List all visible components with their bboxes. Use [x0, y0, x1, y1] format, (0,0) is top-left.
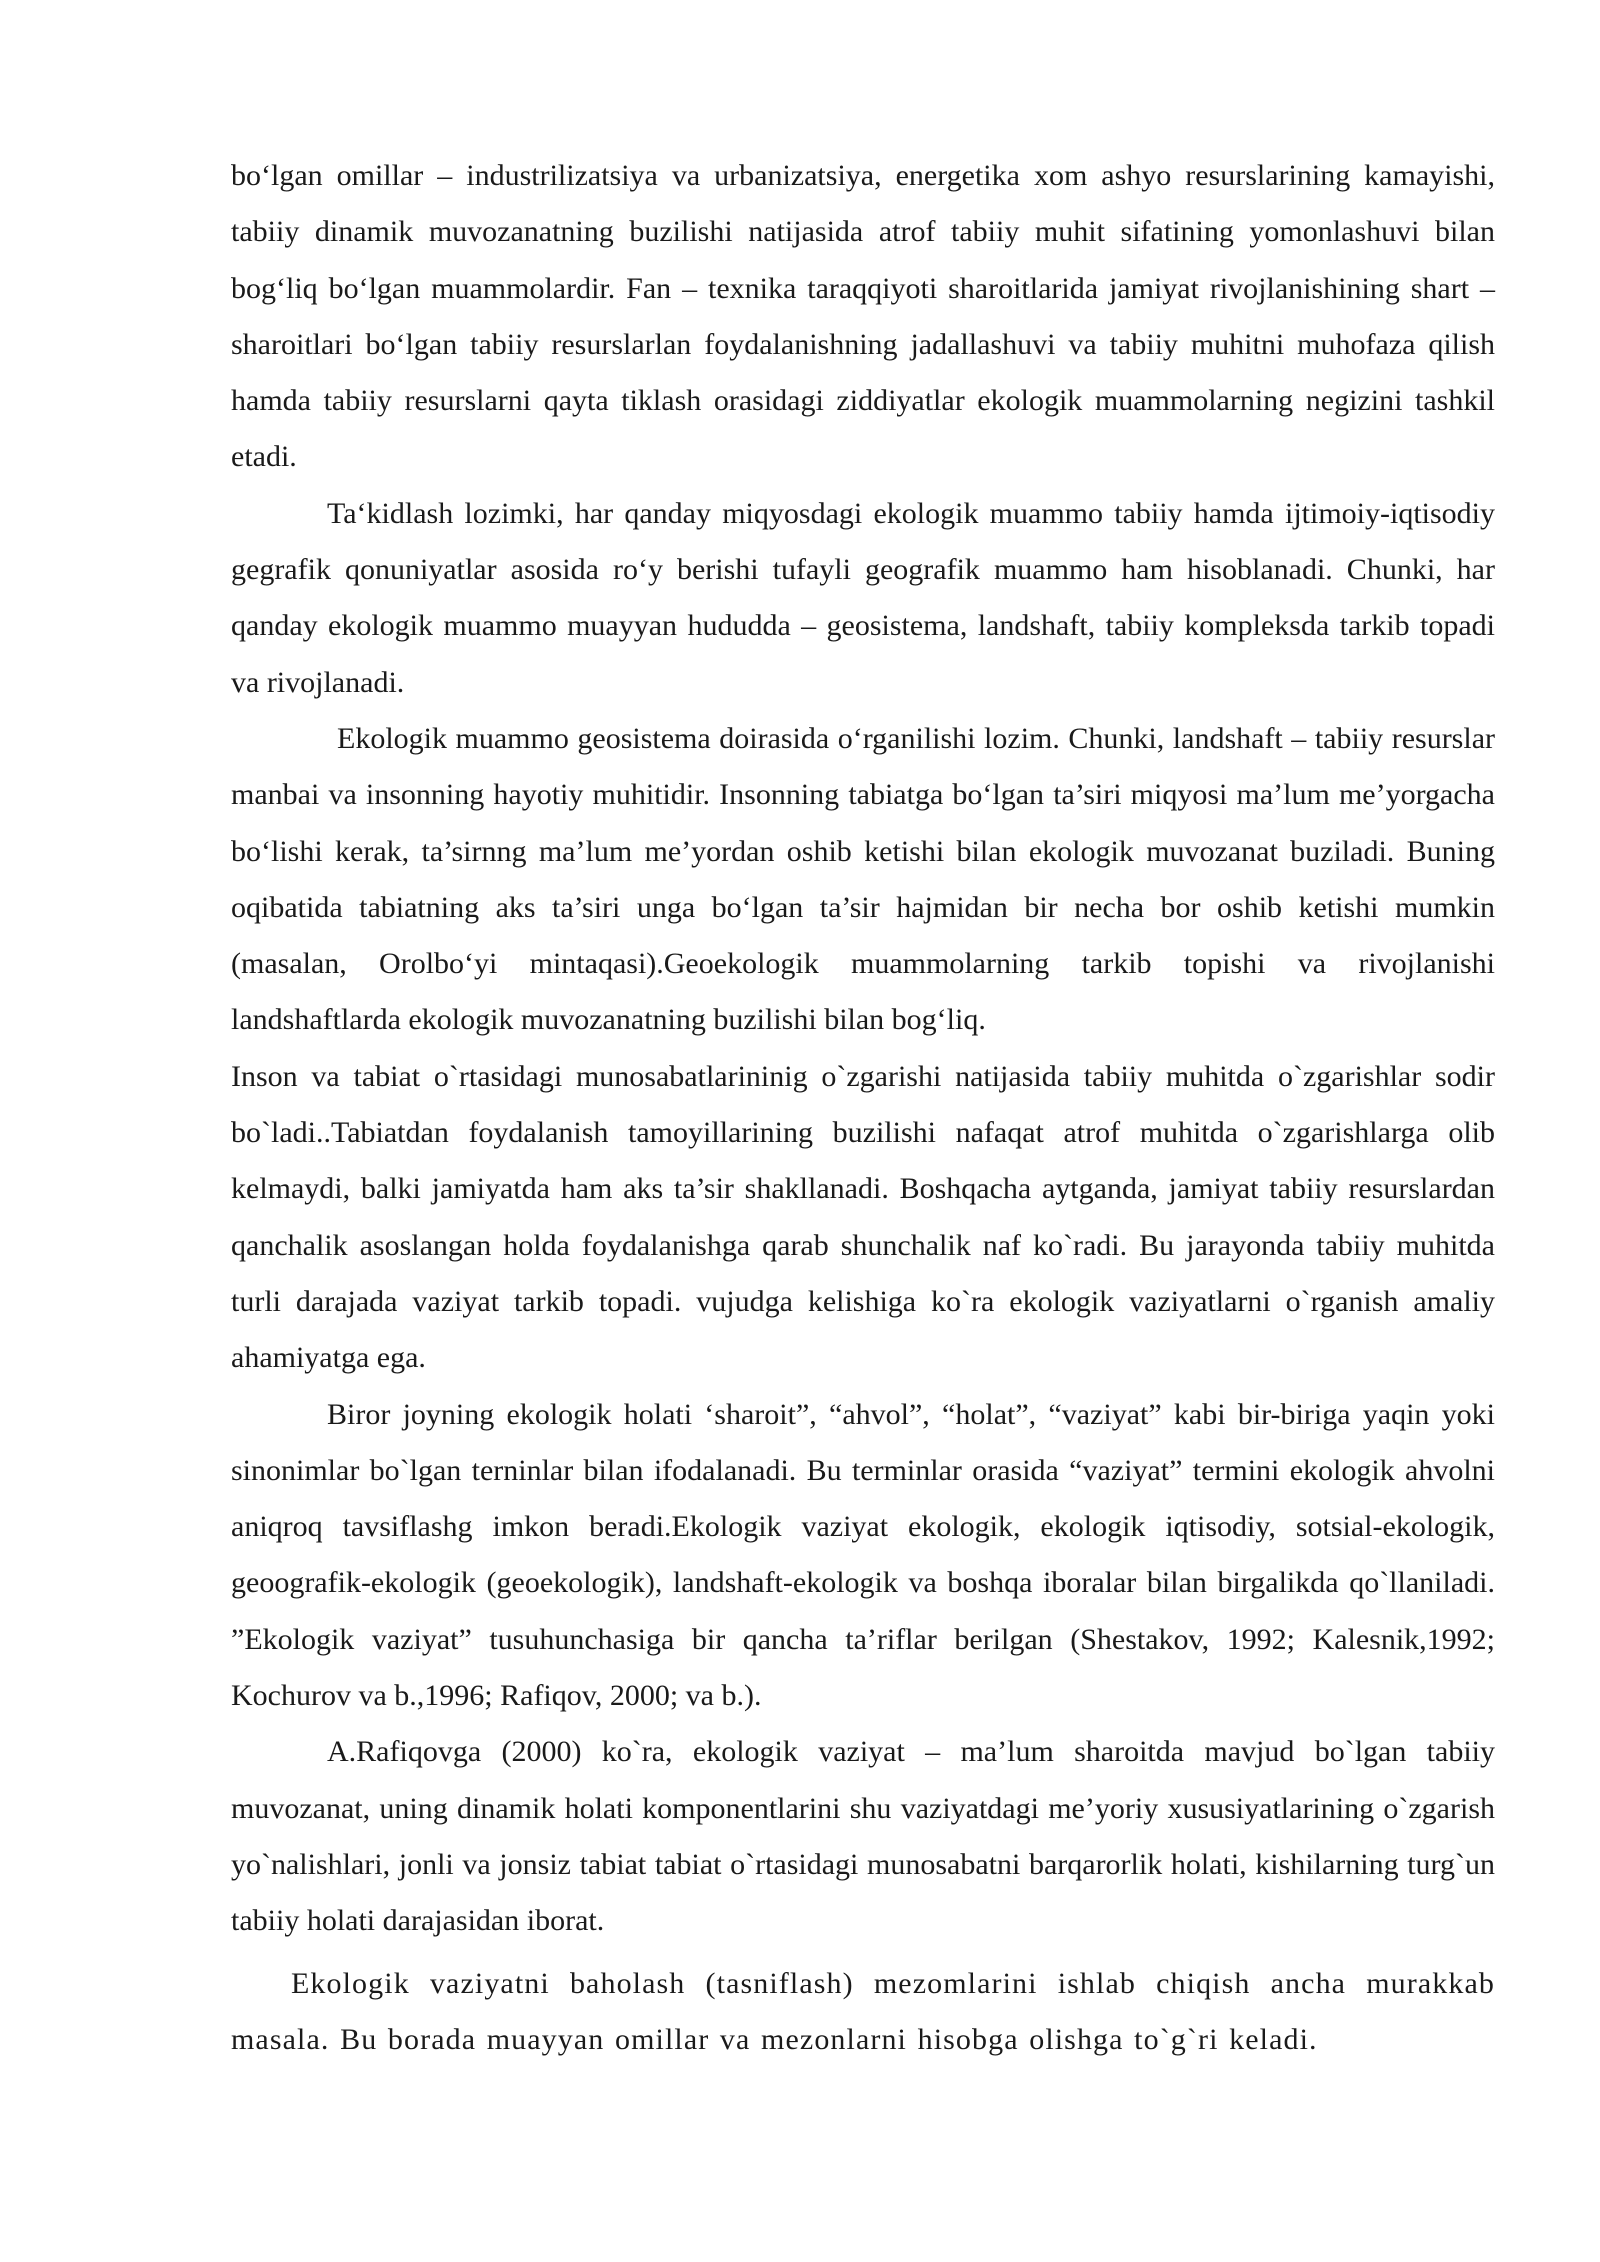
paragraph-2: Ta‘kidlash lozimki, har qanday miqyosdagi ekologik muammo tabiiy hamda ijtimoiy-iqtisodiy gegrafik qonuniyatlar asosida ro‘y berishi tufayli geografik muammo ham hisoblanadi. Chunki, har qanday ekologik muammo muayyan hududda – geosistema, landshaft, tabiiy kompleksda tarkib topadi va rivojlanadi.: [231, 496, 1495, 699]
document-body: [231, 148, 1495, 2068]
paragraph-3: Ekologik muammo geosistema doirasida o‘rganilishi lozim. Chunki, landshaft – tabiiy resurslar manbai va insonning hayotiy muhitidir. Insonning tabiatga bo‘lgan ta’siri miqyosi ma’lum me’yorgacha bo‘lishi kerak, ta’sirnng ma’lum me’yordan oshib ketishi bilan ekologik muvozanat buziladi. Buning oqibatida tabiatning aks ta’siri unga bo‘lgan ta’sir hajmidan bir necha bor oshib ketishi mumkin (masalan, Orolbo‘yi mintaqasi).Geoekologik muammolarning tarkib topishi va rivojlanishi landshaftlarda ekologik muvozanatning buzilishi bilan bog‘liq.: [231, 721, 1495, 1037]
paragraph-7: Ekologik vaziyatni baholash (tasniflash) mezomlarini ishlab chiqish ancha murakkab masala. Bu borada muayyan omillar va mezonlarni hisobga olishga to`g`ri keladi.: [231, 1966, 1495, 2056]
paragraph-6: A.Rafiqovga (2000) ko`ra, ekologik vaziyat – ma’lum sharoitda mavjud bo`lgan tabiiy muvozanat, uning dinamik holati komponentlarini shu vaziyatdagi me’yoriy xususiyatlarining o`zgarish yo`nalishlari, jonli va jonsiz tabiat tabiat o`rtasidagi munosabatni barqarorlik holati, kishilarning turg`un tabiiy holati darajasidan iborat.: [231, 1735, 1495, 1938]
paragraph-5: Biror joyning ekologik holati ‘sharoit”, “ahvol”, “holat”, “vaziyat” kabi bir-biriga yaqin yoki sinonimlar bo`lgan terninlar bilan ifodalanadi. Bu terminlar orasida “vaziyat” termini ekologik ahvolni aniqroq tavsiflashg imkon beradi.Ekologik vaziyat ekologik, ekologik iqtisodiy, sotsial-ekologik, geoografik-ekologik (geoekologik), landshaft-ekologik va boshqa iboralar bilan birgalikda qo`llaniladi. ”Ekologik vaziyat” tusuhunchasiga bir qancha ta’riflar berilgan (Shestakov, 1992; Kalesnik,1992; Kochurov va b.,1996; Rafiqov, 2000; va b.).: [231, 1397, 1495, 1713]
paragraph-1: bo‘lgan omillar – industrilizatsiya va urbanizatsiya, energetika xom ashyo resurslarining kamayishi, tabiiy dinamik muvozanatning buzilishi natijasida atrof tabiiy muhit sifatining yomonlashuvi bilan bog‘liq bo‘lgan muammolardir. Fan – texnika taraqqiyoti sharoitlarida jamiyat rivojlanishining shart – sharoitlari bo‘lgan tabiiy resurslarlan foydalanishning jadallashuvi va tabiiy muhitni muhofaza qilish hamda tabiiy resurslarni qayta tiklash orasidagi ziddiyatlar ekologik muammolarning negizini tashkil etadi.: [231, 159, 1495, 474]
paragraph-4: Inson va tabiat o`rtasidagi munosabatlarininig o`zgarishi natijasida tabiiy muhitda o`zgarishlar sodir bo`ladi..Tabiatdan foydalanish tamoyillarining buzilishi nafaqat atrof muhitda o`zgarishlarga olib kelmaydi, balki jamiyatda ham aks ta’sir shakllanadi. Boshqacha aytganda, jamiyat tabiiy resurslardan qanchalik asoslangan holda foydalanishga qarab shunchalik naf ko`radi. Bu jarayonda tabiiy muhitda turli darajada vaziyat tarkib topadi. vujudga kelishiga ko`ra ekologik vaziyatlarni o`rganish amaliy ahamiyatga ega.: [231, 1059, 1495, 1375]
